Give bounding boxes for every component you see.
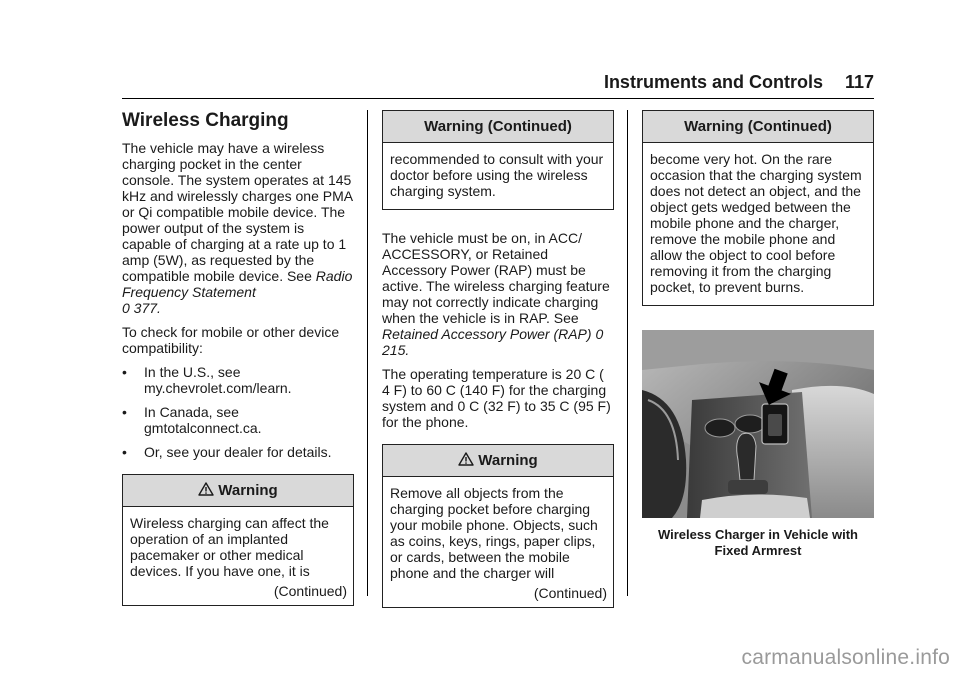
intro-paragraph: The vehicle may have a wireless charging pocket in the center console. The system operates at 145 kHz and wirelessly charges one PMA or Qi compatible mobile device. The power output of the system is capable of charging at a rate up to 1 amp (5W), as requested by the compatible mobile device. See Radio Frequency Statement 0 377. <box>122 140 353 316</box>
warning-header <box>123 475 353 507</box>
watermark-text: carmanualsonline.info <box>741 646 950 669</box>
bullet-marker: • <box>122 404 127 420</box>
list-item <box>122 404 354 436</box>
temperature-paragraph: The operating temperature is 20 C ( 4 F) to 60 C (140 F) for the charging system and 0 C (32 F) to 35 C (95 F) for the phone. <box>382 366 611 430</box>
page-header <box>604 72 874 93</box>
warning-text: Wireless charging can affect the operation of an implanted pacemaker or other medical devices. If you have one, it is <box>130 515 329 579</box>
xref-page[interactable]: 0 215. <box>382 326 604 358</box>
warning-text: Remove all objects from the charging pocket before charging your mobile phone. Objects, such as coins, keys, rings, paper clips, or cards, between the mobile phone and the charger will <box>390 485 598 581</box>
warning-box-continued <box>642 110 874 306</box>
warning-header: Warning (Continued) <box>383 111 613 143</box>
section-title: Wireless Charging <box>122 110 289 131</box>
warning-body <box>383 477 613 607</box>
warning-title: Warning <box>478 452 538 469</box>
column-right <box>642 110 874 559</box>
list-item <box>122 444 354 460</box>
bullet-text: In Canada, see gmtotalconnect.ca. <box>144 404 262 436</box>
column-divider <box>627 110 628 596</box>
list-item <box>122 364 354 396</box>
bullet-marker: • <box>122 444 127 460</box>
warning-box <box>122 474 354 606</box>
header-title: Instruments and Controls <box>603 72 823 92</box>
continued-label: (Continued) <box>533 585 607 601</box>
warning-text: recommended to consult with your doctor before using the wireless charging system. <box>390 151 604 199</box>
vehicle-on-paragraph: The vehicle must be on, in ACC/ ACCESSORY, or Retained Accessory Power (RAP) must be active. The wireless charging feature may not correctly indicate charging when the vehicle is in RAP. See Retained Accessory Power (RAP) 0 215. <box>382 230 610 358</box>
wireless-charger-photo <box>642 330 874 518</box>
warning-triangle-icon <box>198 482 214 496</box>
column-divider <box>367 110 368 596</box>
compat-paragraph: To check for mobile or other device compatibility: <box>122 324 340 356</box>
page-number: 117 <box>844 72 874 92</box>
column-left <box>122 110 354 614</box>
bullet-text: In the U.S., see my.chevrolet.com/learn. <box>144 364 292 396</box>
warning-header: Warning (Continued) <box>643 111 873 143</box>
xref-rap[interactable]: Retained Accessory Power (RAP) <box>382 326 592 342</box>
xref-radio-frequency[interactable]: Radio Frequency Statement <box>122 268 353 300</box>
warning-box <box>382 444 614 608</box>
warning-body <box>123 507 353 605</box>
header-rule <box>122 98 874 99</box>
figure-caption: Wireless Charger in Vehicle with Fixed Armrest <box>657 527 858 558</box>
warning-body <box>383 143 613 209</box>
warning-body <box>643 143 873 305</box>
warning-triangle-icon <box>458 452 474 466</box>
xref-page[interactable]: 0 377. <box>122 300 161 316</box>
warning-header <box>383 445 613 477</box>
warning-text: become very hot. On the rare occasion that the charging system does not detect an object, and the object gets wedged between the mobile phone and the charger, remove the mobile phone and allow the object to cool before removing it from the charging pocket, to prevent burns. <box>650 151 862 295</box>
bullet-text: Or, see your dealer for details. <box>144 444 332 460</box>
warning-title: Warning <box>218 482 278 499</box>
column-middle <box>382 110 614 616</box>
bullet-marker: • <box>122 364 127 380</box>
continued-label: (Continued) <box>273 583 347 599</box>
warning-box-continued <box>382 110 614 210</box>
